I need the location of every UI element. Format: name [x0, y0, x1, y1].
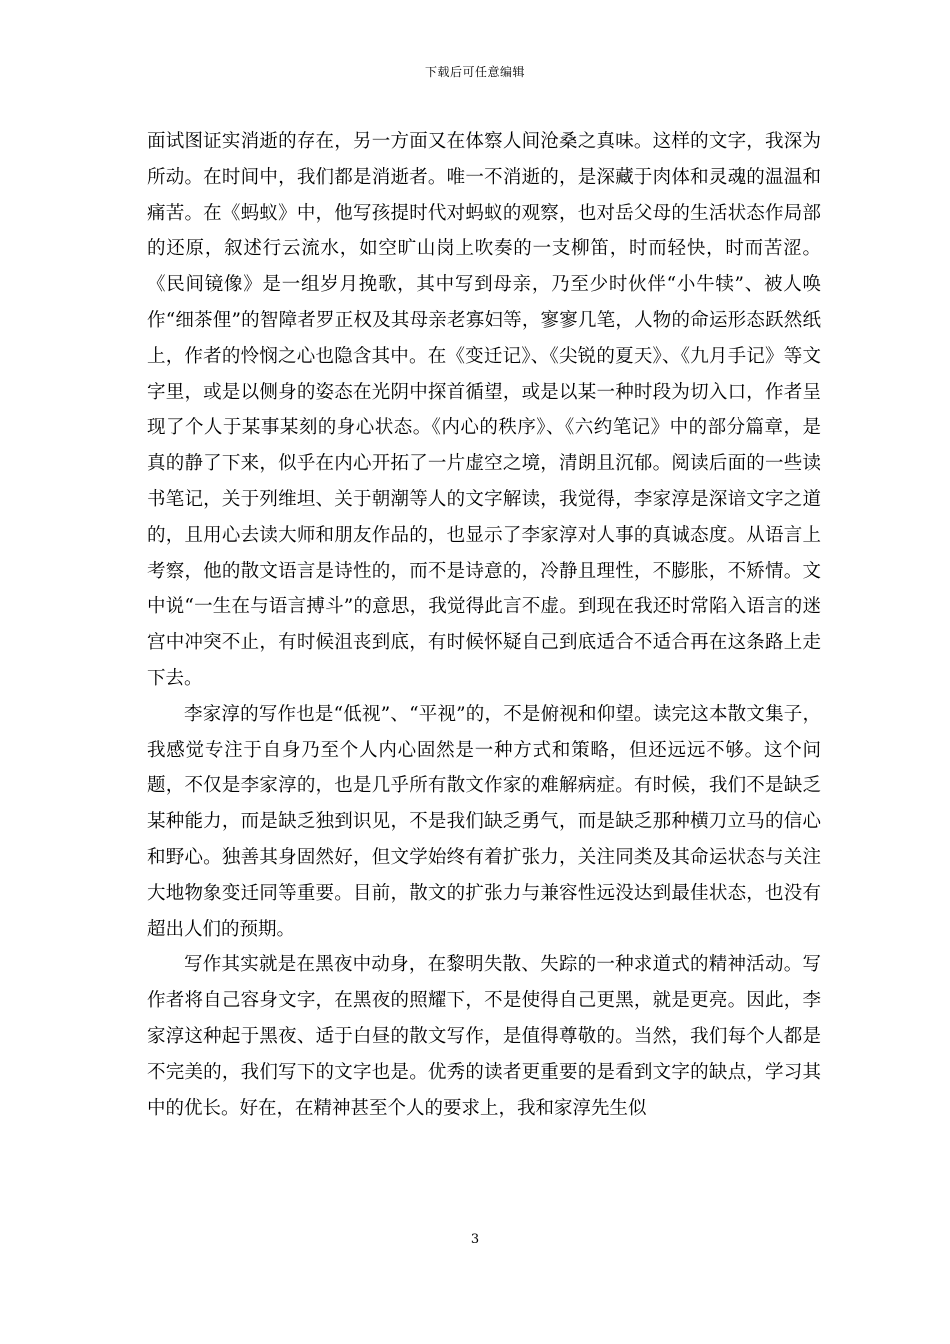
page-number: 3 [470, 1232, 480, 1247]
document-body [147, 124, 821, 1126]
paragraph-continued: 面试图证实消逝的存在，另一方面又在体察人间沧桑之真味。这样的文字，我深为所动。在时间中，我们都是消逝者。唯一不消逝的，是深藏于肉体和灵魂的温温和痛苦。在《蚂蚁》中，他写孩提时代对蚂蚁的观察，也对岳父母的生活状态作局部的还原，叙述行云流水，如空旷山岗上吹奏的一支柳笛，时而轻快，时而苦涩。《民间镜像》是一组岁月挽歌，其中写到母亲，乃至少时伙伴“小牛犊”、被人唤作“细茶俚”的智障者罗正权及其母亲老寡妇等，寥寥几笔，人物的命运形态跃然纸上，作者的怜悯之心也隐含其中。在《变迁记》、《尖锐的夏天》、《九月手记》等文字里，或是以侧身的姿态在光阴中探首循望，或是以某一种时段为切入口，作者呈现了个人于某事某刻的身心状态。《内心的秩序》、《六约笔记》中的部分篇章，是真的静了下来，似乎在内心开拓了一片虚空之境，清朗且沉郁。阅读后面的一些读书笔记，关于列维坦、关于朝潮等人的文字解读，我觉得，李家淳是深谙文字之道的，且用心去读大师和朋友作品的，也显示了李家淳对人事的真诚态度。从语言上考察，他的散文语言是诗性的，而不是诗意的，冷静且理性，不膨胀，不矫情。文中说“一生在与语言搏斗”的意思，我觉得此言不虚。到现在我还时常陷入语言的迷宫中冲突不止，有时候沮丧到底，有时候怀疑自己到底适合不适合再在这条路上走下去。 [147, 131, 821, 689]
paragraph: 写作其实就是在黑夜中动身，在黎明失散、失踪的一种求道式的精神活动。写作者将自己容身文字，在黑夜的照耀下，不是使得自己更黑，就是更亮。因此，李家淳这种起于黑夜、适于白昼的散文写作，是值得尊敬的。当然，我们每个人都是不完美的，我们写下的文字也是。优秀的读者更重要的是看到文字的缺点，学习其中的优长。好在，在精神甚至个人的要求上，我和家淳先生似 [147, 954, 821, 1119]
paragraph: 李家淳的写作也是“低视”、“平视”的，不是俯视和仰望。读完这本散文集子，我感觉专注于自身乃至个人内心固然是一种方式和策略，但还远远不够。这个问题，不仅是李家淳的，也是几乎所有散文作家的难解病症。有时候，我们不是缺乏某种能力，而是缺乏独到识见，不是我们缺乏勇气，而是缺乏那种横刀立马的信心和野心。独善其身固然好，但文学始终有着扩张力，关注同类及其命运状态与关注大地物象变迁同等重要。目前，散文的扩张力与兼容性远没达到最佳状态，也没有超出人们的预期。 [147, 703, 821, 940]
page-header: 下载后可任意编辑 [424, 65, 525, 79]
